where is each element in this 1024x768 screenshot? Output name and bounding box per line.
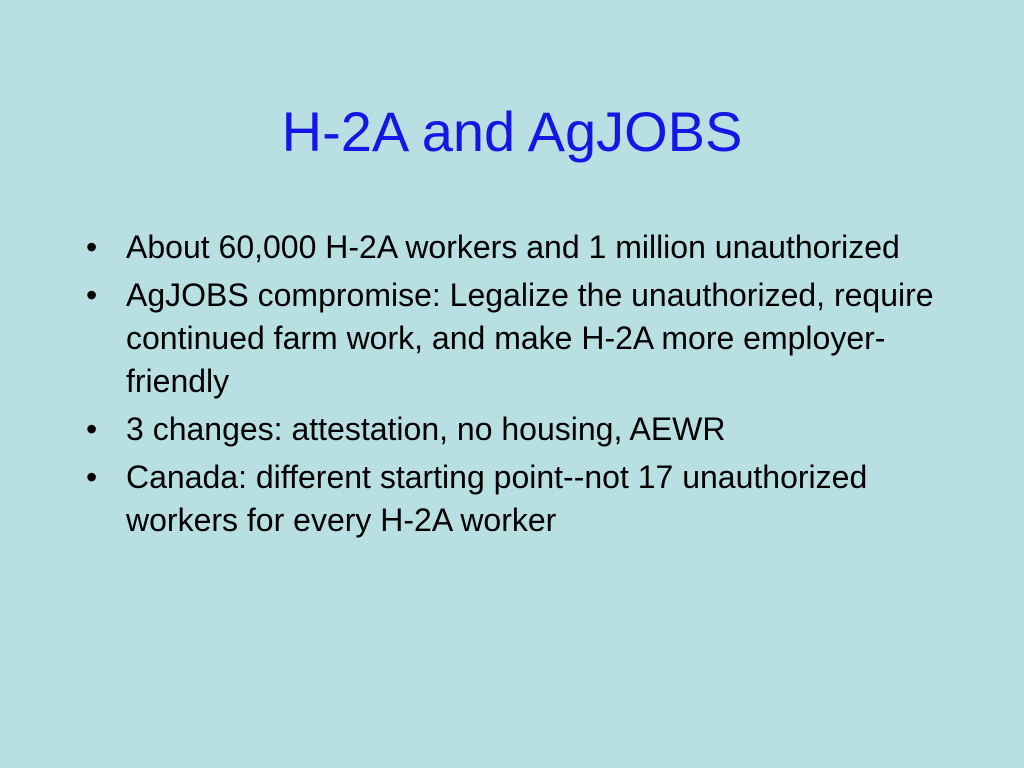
bullet-item	[82, 274, 962, 403]
bullet-icon: •	[86, 459, 98, 495]
bullet-item	[82, 408, 962, 451]
bullet-item	[82, 226, 962, 269]
bullet-icon: •	[86, 411, 98, 447]
bullet-icon: •	[86, 277, 98, 313]
bullet-text: 3 changes: attestation, no housing, AEWR	[126, 411, 726, 447]
bullet-list	[82, 226, 962, 547]
bullet-item	[82, 456, 962, 542]
bullet-icon: •	[86, 229, 98, 265]
bullet-text: AgJOBS compromise: Legalize the unauthorized, require continued farm work, and make H-2A more employer-friendly	[126, 277, 934, 399]
slide-title: H-2A and AgJOBS	[281, 100, 743, 163]
bullet-text: About 60,000 H-2A workers and 1 million unauthorized	[126, 229, 900, 265]
bullet-text: Canada: different starting point--not 17 unauthorized workers for every H-2A worker	[126, 459, 868, 538]
